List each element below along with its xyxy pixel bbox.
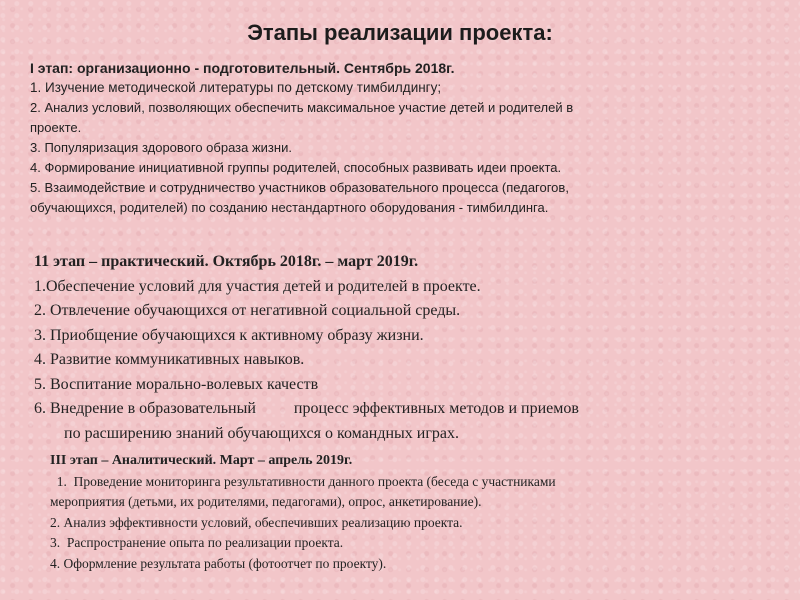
page-title: Этапы реализации проекта: <box>247 20 553 45</box>
stage-3-section <box>50 451 750 574</box>
stage-2-item-6 <box>34 397 754 422</box>
stage-3-item: 2. Анализ эффективности условий, обеспечивших реализацию проекта. <box>50 514 463 530</box>
stage-1-item: 1. Изучение методической литературы по детскому тимбилдингу; <box>30 80 442 95</box>
stage-3-heading: III этап – Аналитический. Март – апрель 2019г. <box>50 453 353 468</box>
stage-3-item: 4. Оформление результата работы (фотоотчет по проекту). <box>50 555 387 571</box>
stage-3-item: мероприятия (детьми, их родителями, педагогами), опрос, анкетирование). <box>50 494 482 509</box>
stage-2-item: 5. Воспитание морально-волевых качеств <box>34 375 319 393</box>
stage-2-item: 2. Отвлечение обучающихся от негативной социальной среды. <box>34 302 461 319</box>
stage-1-item: проекте. <box>30 120 82 135</box>
stage-1-item: 2. Анализ условий, позволяющих обеспечить максимальное участие детей и родителей в <box>30 100 574 115</box>
stage-1-item: 3. Популяризация здорового образа жизни. <box>30 140 292 155</box>
stage-1-item: 5. Взаимодействие и сотрудничество участников образовательного процесса (педагогов, <box>30 180 569 195</box>
stage-1-item: обучающихся, родителей) по созданию нестандартного оборудования - тимбилдинга. <box>30 200 549 215</box>
stage-2-item-6-part2: процесс эффективных методов и приемов <box>293 400 579 417</box>
stage-3-item: 3. Распространение опыта по реализации проекта. <box>50 535 344 550</box>
stage-2-item: 1.Обеспечение условий для участия детей и родителей в проекте. <box>34 277 481 295</box>
stage-2-heading: 11 этап – практический. Октябрь 2018г. – март 2019г. <box>34 253 419 270</box>
stage-2-item-6-part1: 6. Внедрение в образовательный <box>34 400 256 417</box>
stage-3-item: 1. Проведение мониторинга результативности данного проекта (беседа с участниками <box>50 473 556 489</box>
stage-2-item-6-continuation: по расширению знаний обучающихся о командных играх. <box>64 424 460 442</box>
stage-2-item: 3. Приобщение обучающихся к активному образу жизни. <box>34 326 424 344</box>
stage-2-section <box>34 250 754 446</box>
stage-1-section <box>30 58 730 218</box>
stage-1-heading: I этап: организационно - подготовительный. Сентябрь 2018г. <box>30 60 455 76</box>
stage-1-item: 4. Формирование инициативной группы родителей, способных развивать идеи проекта. <box>30 160 562 175</box>
stage-2-item: 4. Развитие коммуникативных навыков. <box>34 351 305 368</box>
